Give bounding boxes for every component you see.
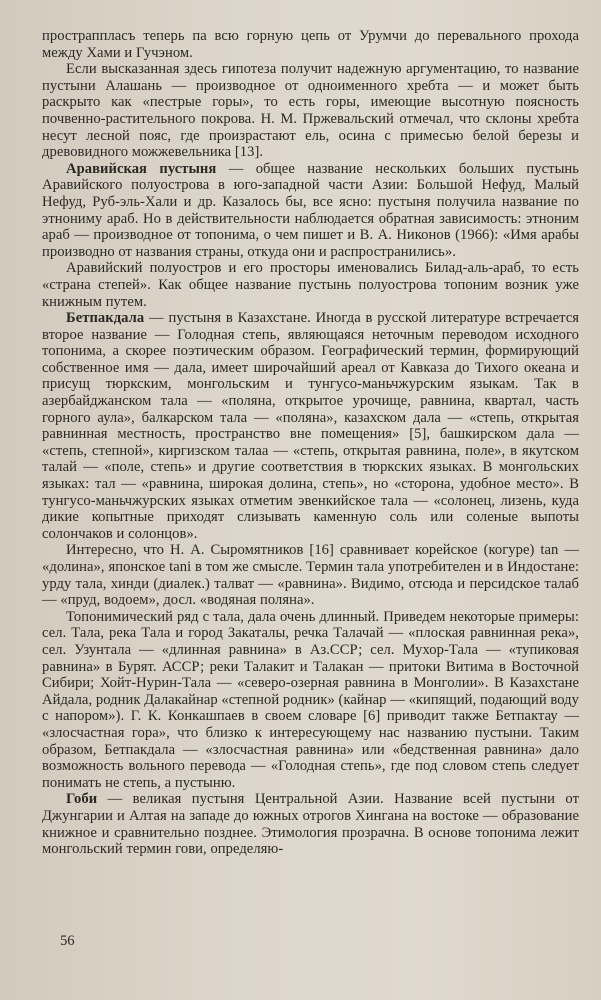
text-column: [42, 28, 579, 858]
paragraph: [42, 28, 579, 61]
paragraph: [42, 161, 579, 261]
paragraph-text: — общее название нескольких больших пустынь Аравийского полуострова в юго-западной части Азии: Большой Нефуд, Малый Нефуд, Руб-эль-Хали и др. Казалось бы, все ясно: пустыня получила название по этнониму араб. Но в действительности наблюдается обратная зависимость: этноним араб — производное от топонима, о чем пишет и В. А. Никонов (1966): «Имя арабы производно от названия страны, откуда они и распространились».: [42, 160, 579, 260]
paragraph-text: Если высказанная здесь гипотеза получит надежную аргументацию, то название пустыни Алашань — производное от одноименного хребта — и может быть раскрыто как «пестрые горы», то есть горы, имеющие высотную поясность почвенно-растительного покрова. Н. М. Пржевальский отмечал, что склоны хребта несут лесной пояс, где произрастают ель, осина с примесью белой березы и древовидного можжевельника [13].: [42, 61, 579, 161]
paragraph: [42, 791, 579, 857]
paragraph-text: простраппласъ теперь па всю горную цепь от Урумчи до перевального прохода между Хами и Гучэном.: [42, 28, 579, 61]
paragraph-text: Топонимический ряд с тала, дала очень длинный. Приведем некоторые примеры: сел. Тала, река Тала и город Закаталы, речка Талачай — «плоская равнинная река», сел. Узунтала — «длинная равнина» в Аз.ССР; сел. Мухор-Тала — «тупиковая равнина» в Бурят. АССР; реки Талакит и Талакан — притоки Витима в Восточной Сибири; Хойт-Нурин-Тала — «северо-озерная равнина в Монголии». В Казахстане Айдала, родник Далакайнар «степной родник» (кайнар — «кипящий, подающий воду с напором»). Г. К. Конкашпаев в своем словаре [6] приводит также Бетпактау — «злосчастная гора», что близко к интересующему нас названию пустыни. Таким образом, Бетпакдала — «злосчастная равнина» или «бедственная равнина» дало возможность вольного перевода — «Голодная степь», где под словом степь следует понимать не степь, а пустыню.: [42, 608, 579, 791]
entry-term: Гоби: [66, 791, 98, 808]
paragraph: [42, 61, 579, 161]
paragraph: [42, 310, 579, 542]
entry-term: Бетпакдала: [66, 310, 145, 327]
paragraph-text: — пустыня в Казахстане. Иногда в русской литературе встречается второе название — Голодная степь, являющаяся неточным переводом исходного топонима, а скорее поэтическим образом. Географический термин, формирующий собственное имя — дала, имеет широчайший ареал от Кавказа до Тихого океана и присущ тюркским, монгольским и тунгусо-маньчжурским языкам. Так в азербайджанском тала — «поляна, открытое урочище, равнина, квартал, часть горного аула», балкарском тала — «поляна», казахском дала — «степь, открытая равнинная местность, пространство вне помещения» [5], башкирском дала — «степь, степной», киргизском талаа — «степь, открытая равнина, поле», в якутском талай — «поле, степь» и другие соответствия в тюркских языках. В монгольских языках: тал — «равнина, широкая долина, степь», но «сторона, удобное место». В тунгусо-маньчжурских языках отметим эвенкийское тала — «солонец, лизень, куда дикие копытные приходят слизывать каменную соль или соленые выпоты солончаков и солонцов».: [42, 310, 579, 542]
paragraph-text: Интересно, что Н. А. Сыромятников [16] сравнивает корейское (когуре) tan — «долина», японское tani в том же смысле. Термин тала употребителен и в Индостане: урду тала, хинди (диалек.) талват — «равнина». Видимо, отсюда и персидское талаб — «пруд, водоем», досл. «водяная поляна».: [42, 542, 579, 609]
entry-term: Аравийская пустыня: [66, 160, 217, 177]
paragraph-text: — великая пустыня Центральной Азии. Название всей пустыни от Джунгарии и Алтая на западе до южных отрогов Хингана на востоке — образование книжное и сравнительно позднее. Этимология прозрачна. В основе топонима лежит монгольский термин гови, определяю-: [42, 791, 579, 858]
page-number: 56: [60, 933, 75, 949]
paragraph: [42, 260, 579, 310]
paragraph-text: Аравийский полуостров и его просторы именовались Билад-аль-араб, то есть «страна степей». Как общее название пустынь полуострова топоним возник уже книжным путем.: [42, 260, 579, 310]
paragraph: [42, 542, 579, 608]
paragraph: [42, 609, 579, 792]
